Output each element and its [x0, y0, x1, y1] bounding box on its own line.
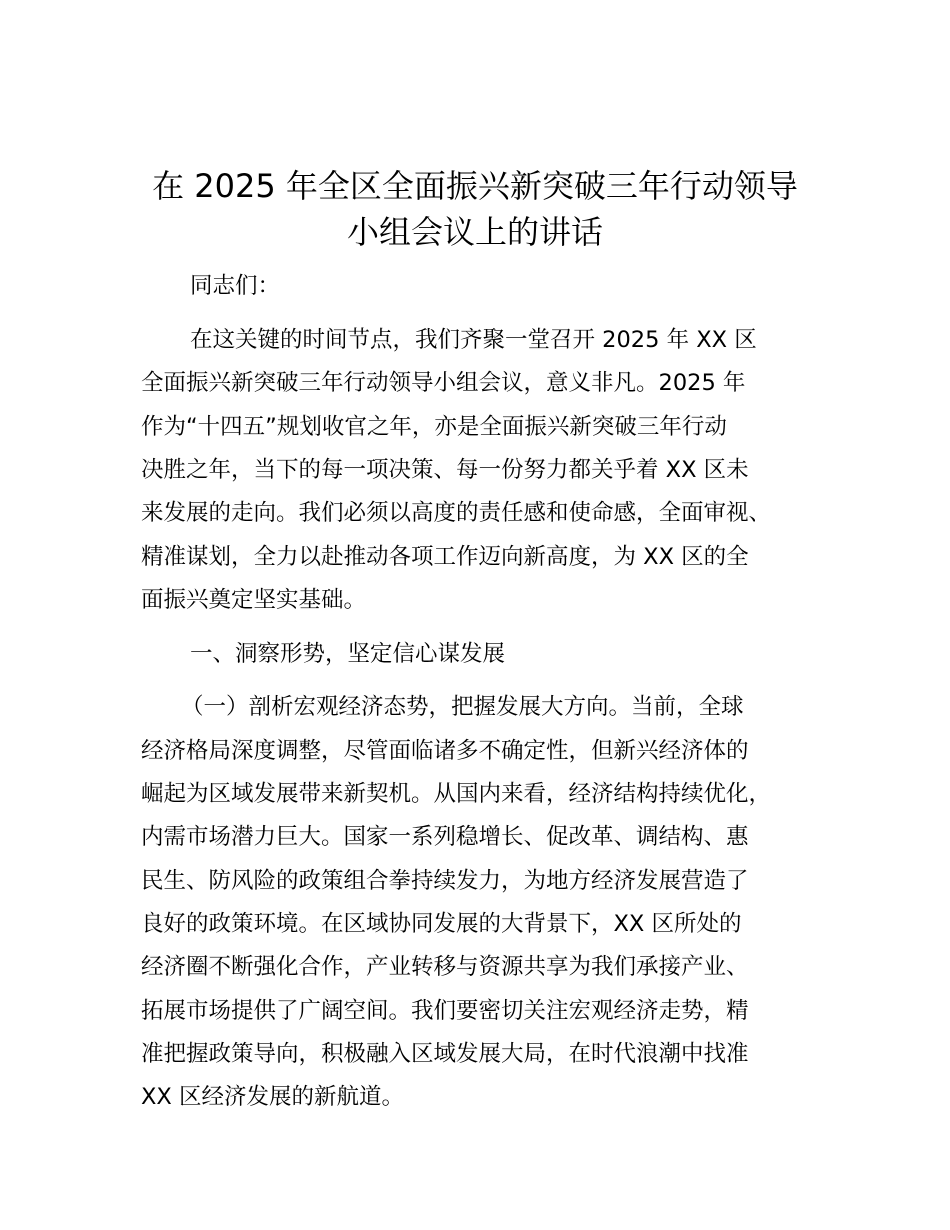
paragraph-line: 崛起为区域发展带来新契机。从国内来看，经济结构持续优化， [141, 781, 772, 807]
paragraph-line: 拓展市场提供了广阔空间。我们要密切关注宏观经济走势，精 [141, 998, 749, 1024]
paragraph-line: 精准谋划，全力以赴推动各项工作迈向新高度，为 XX 区的全 [141, 544, 749, 570]
paragraph-line: 内需市场潜力巨大。国家一系列稳增长、促改革、调结构、惠 [141, 824, 749, 850]
paragraph-line: 在这关键的时间节点，我们齐聚一堂召开 2025 年 XX 区 [190, 327, 757, 353]
paragraph-line: 来发展的走向。我们必须以高度的责任感和使命感，全面审视、 [141, 500, 772, 526]
document-title [110, 163, 840, 255]
paragraph-line: 良好的政策环境。在区域协同发展的大背景下，XX 区所处的 [141, 911, 742, 937]
section-heading: 一、洞察形势，坚定信心谋发展 [190, 641, 506, 667]
paragraph-line: 面振兴奠定坚实基础。 [141, 587, 367, 613]
paragraph-line: 准把握政策导向，积极融入区域发展大局，在时代浪潮中找准 [141, 1041, 749, 1067]
title-line: 在 2025 年全区全面振兴新突破三年行动领导 [152, 167, 798, 205]
paragraph-line: XX 区经济发展的新航道。 [141, 1084, 404, 1110]
title-line: 小组会议上的讲话 [346, 213, 603, 251]
salutation: 同志们： [190, 273, 281, 299]
paragraph-line: （一）剖析宏观经济态势，把握发展大方向。当前，全球 [181, 694, 744, 720]
paragraph-line: 决胜之年，当下的每一项决策、每一份努力都关乎着 XX 区未 [141, 457, 749, 483]
paragraph-line: 经济圈不断强化合作，产业转移与资源共享为我们承接产业、 [141, 954, 749, 980]
paragraph-line: 民生、防风险的政策组合拳持续发力，为地方经济发展营造了 [141, 868, 749, 894]
paragraph-line: 全面振兴新突破三年行动领导小组会议，意义非凡。2025 年 [141, 370, 746, 396]
paragraph-line: 经济格局深度调整，尽管面临诸多不确定性，但新兴经济体的 [141, 738, 749, 764]
paragraph-line: 作为“十四五”规划收官之年，亦是全面振兴新突破三年行动 [141, 414, 727, 440]
